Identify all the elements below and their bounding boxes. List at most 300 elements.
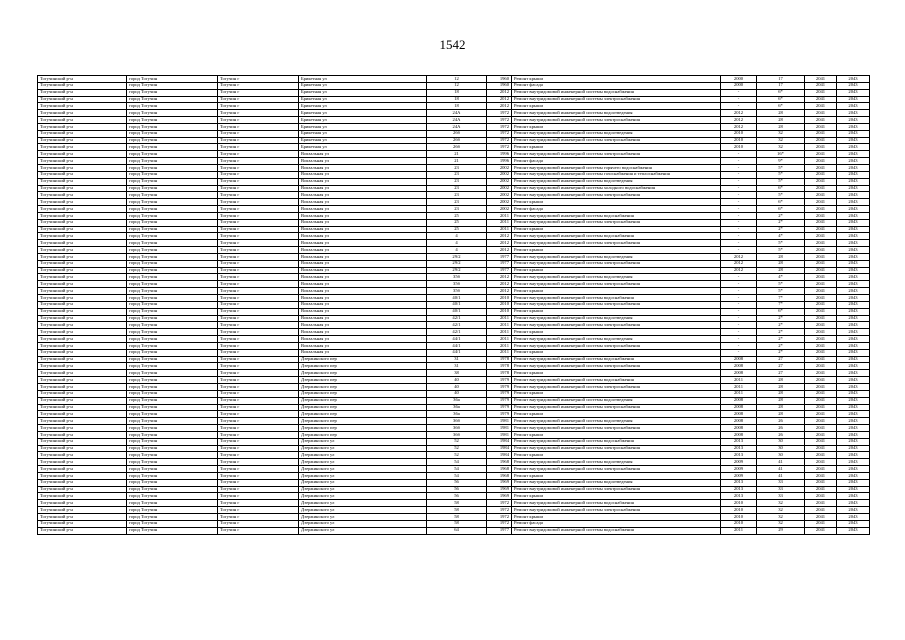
- cell-year-built: 1972: [487, 117, 512, 124]
- cell-period-from: 2041: [805, 500, 837, 507]
- cell-settlement-type: город Тогучин: [127, 342, 218, 349]
- cell-settlement: Тогучин г: [218, 137, 299, 144]
- cell-planned-from: 2008: [721, 356, 757, 363]
- cell-work-type: Ремонт фасада: [512, 520, 721, 527]
- cell-work-type: Ремонт внутридомовой инженерной системы водоснабжения: [512, 89, 721, 96]
- cell-settlement: Тогучин г: [218, 253, 299, 260]
- cell-number: 2*: [757, 322, 805, 329]
- cell-settlement-type: город Тогучин: [127, 459, 218, 466]
- cell-settlement-type: город Тогучин: [127, 431, 218, 438]
- cell-settlement: Тогучин г: [218, 247, 299, 254]
- cell-number: 4*: [757, 233, 805, 240]
- cell-settlement: Тогучин г: [218, 472, 299, 479]
- cell-street: Вокзальная ул: [299, 274, 427, 281]
- cell-period-from: 2041: [805, 308, 837, 315]
- cell-period-from: 2041: [805, 185, 837, 192]
- cell-street: Брикетная ул: [299, 96, 427, 103]
- table-row: [38, 185, 870, 192]
- cell-district: Тогучинский р-н: [38, 493, 127, 500]
- cell-period-to: 2043: [837, 527, 870, 534]
- cell-period-to: 2043: [837, 164, 870, 171]
- cell-street: Брикетная ул: [299, 137, 427, 144]
- cell-work-type: Ремонт внутридомовой инженерной системы водоснабжения: [512, 295, 721, 302]
- cell-period-to: 2043: [837, 192, 870, 199]
- cell-district: Тогучинский р-н: [38, 322, 127, 329]
- cell-period-to: 2043: [837, 89, 870, 96]
- cell-period-to: 2043: [837, 240, 870, 247]
- cell-district: Тогучинский р-н: [38, 274, 127, 281]
- cell-period-to: 2043: [837, 322, 870, 329]
- cell-number: 28: [757, 123, 805, 130]
- cell-period-from: 2041: [805, 301, 837, 308]
- cell-planned-from: 2008: [721, 363, 757, 370]
- cell-street: Дзержинского ул: [299, 486, 427, 493]
- cell-year-built: 2012: [487, 281, 512, 288]
- cell-district: Тогучинский р-н: [38, 329, 127, 336]
- cell-district: Тогучинский р-н: [38, 171, 127, 178]
- cell-period-from: 2041: [805, 117, 837, 124]
- table-row: [38, 199, 870, 206]
- cell-planned-from: -: [721, 274, 757, 281]
- cell-work-type: Ремонт крыши: [512, 329, 721, 336]
- table-row: [38, 493, 870, 500]
- cell-period-from: 2041: [805, 356, 837, 363]
- cell-year-built: 1984: [487, 445, 512, 452]
- table-row: [38, 431, 870, 438]
- cell-work-type: Ремонт крыши: [512, 370, 721, 377]
- cell-planned-from: -: [721, 301, 757, 308]
- cell-work-type: Ремонт внутридомовой инженерной системы электроснабжения: [512, 486, 721, 493]
- cell-street: Вокзальная ул: [299, 206, 427, 213]
- table-row: [38, 137, 870, 144]
- cell-year-built: 1960: [487, 82, 512, 89]
- cell-house: 42/1: [427, 329, 487, 336]
- cell-street: Брикетная ул: [299, 89, 427, 96]
- table-row: [38, 459, 870, 466]
- cell-year-built: 2002: [487, 199, 512, 206]
- cell-period-from: 2041: [805, 472, 837, 479]
- cell-number: 5*: [757, 164, 805, 171]
- cell-planned-from: -: [721, 199, 757, 206]
- cell-number: 28: [757, 110, 805, 117]
- cell-work-type: Ремонт крыши: [512, 288, 721, 295]
- cell-number: 26: [757, 418, 805, 425]
- cell-district: Тогучинский р-н: [38, 459, 127, 466]
- cell-number: 6*: [757, 206, 805, 213]
- table-row: [38, 76, 870, 83]
- cell-house: 29/2: [427, 260, 487, 267]
- table-row: [38, 89, 870, 96]
- cell-planned-from: 2011: [721, 527, 757, 534]
- cell-house: 31: [427, 356, 487, 363]
- cell-house: 24А: [427, 110, 487, 117]
- cell-planned-from: 2013: [721, 486, 757, 493]
- cell-house: 38: [427, 370, 487, 377]
- cell-work-type: Ремонт внутридомовой инженерной системы электроснабжения: [512, 404, 721, 411]
- cell-period-from: 2041: [805, 233, 837, 240]
- cell-number: 30: [757, 438, 805, 445]
- table-row: [38, 301, 870, 308]
- cell-period-from: 2041: [805, 212, 837, 219]
- cell-settlement: Тогучин г: [218, 226, 299, 233]
- cell-work-type: Ремонт внутридомовой инженерной системы электроснабжения: [512, 281, 721, 288]
- cell-period-from: 2041: [805, 459, 837, 466]
- cell-settlement-type: город Тогучин: [127, 82, 218, 89]
- cell-settlement: Тогучин г: [218, 301, 299, 308]
- cell-number: 27: [757, 363, 805, 370]
- cell-year-built: 2002: [487, 164, 512, 171]
- table-row: [38, 288, 870, 295]
- cell-house: 64: [427, 527, 487, 534]
- cell-house: 56: [427, 479, 487, 486]
- cell-year-built: 2010: [487, 308, 512, 315]
- cell-planned-from: -: [721, 178, 757, 185]
- cell-house: 40: [427, 390, 487, 397]
- cell-work-type: Ремонт крыши: [512, 123, 721, 130]
- cell-settlement-type: город Тогучин: [127, 349, 218, 356]
- cell-house: 54: [427, 459, 487, 466]
- cell-district: Тогучинский р-н: [38, 103, 127, 110]
- cell-work-type: Ремонт внутридомовой инженерной системы водоснабжения: [512, 527, 721, 534]
- cell-number: 30: [757, 445, 805, 452]
- cell-work-type: Ремонт внутридомовой инженерной системы водоснабжения: [512, 500, 721, 507]
- cell-district: Тогучинский р-н: [38, 431, 127, 438]
- cell-settlement: Тогучин г: [218, 479, 299, 486]
- cell-settlement: Тогучин г: [218, 192, 299, 199]
- cell-planned-from: -: [721, 295, 757, 302]
- cell-planned-from: 2012: [721, 260, 757, 267]
- cell-year-built: 1979: [487, 377, 512, 384]
- cell-number: 5*: [757, 240, 805, 247]
- cell-settlement: Тогучин г: [218, 520, 299, 527]
- cell-period-to: 2043: [837, 507, 870, 514]
- cell-work-type: Ремонт крыши: [512, 411, 721, 418]
- cell-number: 28: [757, 390, 805, 397]
- cell-street: Вокзальная ул: [299, 185, 427, 192]
- table-row: [38, 425, 870, 432]
- cell-street: Дзержинского пер: [299, 377, 427, 384]
- cell-settlement-type: город Тогучин: [127, 144, 218, 151]
- cell-year-built: 1979: [487, 397, 512, 404]
- cell-planned-from: -: [721, 212, 757, 219]
- cell-number: 27: [757, 356, 805, 363]
- cell-street: Дзержинского ул: [299, 520, 427, 527]
- cell-work-type: Ремонт фасада: [512, 206, 721, 213]
- cell-house: 21: [427, 158, 487, 165]
- cell-house: 25: [427, 219, 487, 226]
- cell-district: Тогучинский р-н: [38, 288, 127, 295]
- cell-house: 29/2: [427, 267, 487, 274]
- cell-period-from: 2041: [805, 315, 837, 322]
- cell-work-type: Ремонт внутридомовой инженерной системы электроснабжения: [512, 445, 721, 452]
- cell-settlement: Тогучин г: [218, 418, 299, 425]
- cell-settlement-type: город Тогучин: [127, 164, 218, 171]
- cell-district: Тогучинский р-н: [38, 315, 127, 322]
- cell-district: Тогучинский р-н: [38, 82, 127, 89]
- cell-planned-from: 2011: [721, 383, 757, 390]
- cell-settlement-type: город Тогучин: [127, 151, 218, 158]
- cell-period-from: 2041: [805, 479, 837, 486]
- cell-number: 7*: [757, 295, 805, 302]
- cell-settlement-type: город Тогучин: [127, 514, 218, 521]
- cell-house: 18: [427, 96, 487, 103]
- cell-year-built: 1984: [487, 438, 512, 445]
- cell-period-to: 2043: [837, 144, 870, 151]
- cell-planned-from: 2013: [721, 479, 757, 486]
- cell-work-type: Ремонт внутридомовой инженерной системы водоотведения: [512, 130, 721, 137]
- cell-settlement-type: город Тогучин: [127, 390, 218, 397]
- cell-settlement-type: город Тогучин: [127, 267, 218, 274]
- cell-planned-from: -: [721, 226, 757, 233]
- cell-period-to: 2043: [837, 158, 870, 165]
- cell-year-built: 1968: [487, 459, 512, 466]
- cell-planned-from: 2011: [721, 377, 757, 384]
- cell-house: 58: [427, 507, 487, 514]
- cell-district: Тогучинский р-н: [38, 247, 127, 254]
- page-number: 1542: [439, 37, 466, 52]
- cell-period-to: 2043: [837, 466, 870, 473]
- cell-period-from: 2041: [805, 349, 837, 356]
- cell-district: Тогучинский р-н: [38, 308, 127, 315]
- cell-period-from: 2041: [805, 226, 837, 233]
- cell-planned-from: 2013: [721, 438, 757, 445]
- cell-planned-from: -: [721, 288, 757, 295]
- cell-year-built: 1972: [487, 130, 512, 137]
- cell-number: 5*: [757, 288, 805, 295]
- cell-settlement-type: город Тогучин: [127, 76, 218, 83]
- cell-planned-from: -: [721, 233, 757, 240]
- cell-district: Тогучинский р-н: [38, 500, 127, 507]
- table-row: [38, 171, 870, 178]
- cell-work-type: Ремонт внутридомовой инженерной системы электроснабжения: [512, 342, 721, 349]
- cell-street: Вокзальная ул: [299, 288, 427, 295]
- cell-district: Тогучинский р-н: [38, 397, 127, 404]
- cell-year-built: 2011: [487, 226, 512, 233]
- cell-street: Вокзальная ул: [299, 226, 427, 233]
- cell-settlement-type: город Тогучин: [127, 192, 218, 199]
- cell-settlement: Тогучин г: [218, 459, 299, 466]
- cell-district: Тогучинский р-н: [38, 117, 127, 124]
- cell-period-from: 2041: [805, 253, 837, 260]
- cell-period-to: 2043: [837, 76, 870, 83]
- cell-settlement-type: город Тогучин: [127, 329, 218, 336]
- cell-district: Тогучинский р-н: [38, 89, 127, 96]
- cell-district: Тогучинский р-н: [38, 301, 127, 308]
- cell-period-from: 2041: [805, 274, 837, 281]
- cell-street: Дзержинского ул: [299, 445, 427, 452]
- cell-house: 36а: [427, 404, 487, 411]
- cell-planned-from: -: [721, 349, 757, 356]
- cell-planned-from: -: [721, 219, 757, 226]
- cell-period-from: 2041: [805, 281, 837, 288]
- cell-planned-from: 2000: [721, 82, 757, 89]
- table-row: [38, 247, 870, 254]
- cell-number: 2*: [757, 349, 805, 356]
- cell-work-type: Ремонт внутридомовой инженерной системы электроснабжения: [512, 240, 721, 247]
- cell-street: Дзержинского пер: [299, 418, 427, 425]
- cell-district: Тогучинский р-н: [38, 144, 127, 151]
- table-row: [38, 377, 870, 384]
- cell-period-from: 2041: [805, 247, 837, 254]
- cell-settlement-type: город Тогучин: [127, 377, 218, 384]
- cell-year-built: 2002: [487, 178, 512, 185]
- table-row: [38, 281, 870, 288]
- cell-settlement: Тогучин г: [218, 288, 299, 295]
- cell-planned-from: 2012: [721, 117, 757, 124]
- cell-house: 4: [427, 240, 487, 247]
- cell-year-built: 1977: [487, 260, 512, 267]
- cell-street: Вокзальная ул: [299, 171, 427, 178]
- cell-period-from: 2041: [805, 363, 837, 370]
- cell-year-built: 2011: [487, 322, 512, 329]
- cell-house: 31: [427, 363, 487, 370]
- cell-period-from: 2041: [805, 370, 837, 377]
- cell-settlement: Тогучин г: [218, 96, 299, 103]
- cell-street: Вокзальная ул: [299, 260, 427, 267]
- cell-year-built: 2012: [487, 288, 512, 295]
- cell-period-to: 2043: [837, 315, 870, 322]
- cell-settlement-type: город Тогучин: [127, 103, 218, 110]
- cell-number: 28: [757, 377, 805, 384]
- table-body: [38, 76, 870, 535]
- cell-settlement: Тогучин г: [218, 370, 299, 377]
- cell-period-to: 2043: [837, 383, 870, 390]
- table-row: [38, 226, 870, 233]
- cell-number: 5*: [757, 281, 805, 288]
- cell-number: 2*: [757, 329, 805, 336]
- cell-planned-from: 2008: [721, 431, 757, 438]
- cell-settlement: Тогучин г: [218, 404, 299, 411]
- table-row: [38, 500, 870, 507]
- cell-number: 2*: [757, 342, 805, 349]
- cell-work-type: Ремонт внутридомовой инженерной системы электроснабжения: [512, 301, 721, 308]
- cell-work-type: Ремонт крыши: [512, 472, 721, 479]
- cell-street: Дзержинского ул: [299, 507, 427, 514]
- cell-house: 56: [427, 486, 487, 493]
- cell-period-from: 2041: [805, 377, 837, 384]
- cell-planned-from: 2012: [721, 110, 757, 117]
- cell-period-to: 2043: [837, 110, 870, 117]
- cell-year-built: 1979: [487, 404, 512, 411]
- cell-street: Дзержинского пер: [299, 397, 427, 404]
- cell-period-to: 2043: [837, 390, 870, 397]
- cell-settlement-type: город Тогучин: [127, 370, 218, 377]
- cell-planned-from: -: [721, 308, 757, 315]
- cell-number: 9*: [757, 158, 805, 165]
- cell-settlement-type: город Тогучин: [127, 247, 218, 254]
- cell-year-built: 1981: [487, 418, 512, 425]
- cell-year-built: 2011: [487, 219, 512, 226]
- cell-period-to: 2043: [837, 308, 870, 315]
- cell-district: Тогучинский р-н: [38, 363, 127, 370]
- cell-year-built: 2011: [487, 342, 512, 349]
- cell-period-to: 2043: [837, 137, 870, 144]
- cell-settlement: Тогучин г: [218, 267, 299, 274]
- cell-work-type: Ремонт крыши: [512, 199, 721, 206]
- cell-year-built: 1996: [487, 158, 512, 165]
- cell-settlement: Тогучин г: [218, 76, 299, 83]
- cell-settlement: Тогучин г: [218, 452, 299, 459]
- cell-number: 6*: [757, 308, 805, 315]
- table-row: [38, 82, 870, 89]
- cell-settlement-type: город Тогучин: [127, 486, 218, 493]
- cell-settlement-type: город Тогучин: [127, 308, 218, 315]
- table-row: [38, 103, 870, 110]
- cell-period-to: 2043: [837, 185, 870, 192]
- cell-period-to: 2043: [837, 370, 870, 377]
- cell-street: Вокзальная ул: [299, 267, 427, 274]
- cell-number: 41: [757, 459, 805, 466]
- cell-street: Вокзальная ул: [299, 233, 427, 240]
- cell-period-from: 2041: [805, 288, 837, 295]
- cell-work-type: Ремонт внутридомовой инженерной системы водоотведения: [512, 253, 721, 260]
- cell-year-built: 2012: [487, 89, 512, 96]
- cell-period-from: 2041: [805, 452, 837, 459]
- cell-settlement: Тогучин г: [218, 103, 299, 110]
- cell-number: 26: [757, 425, 805, 432]
- table-row: [38, 349, 870, 356]
- cell-work-type: Ремонт крыши: [512, 226, 721, 233]
- cell-settlement: Тогучин г: [218, 110, 299, 117]
- table-row: [38, 192, 870, 199]
- cell-district: Тогучинский р-н: [38, 130, 127, 137]
- cell-number: 7*: [757, 301, 805, 308]
- cell-period-to: 2043: [837, 329, 870, 336]
- cell-street: Дзержинского пер: [299, 404, 427, 411]
- cell-period-to: 2043: [837, 438, 870, 445]
- cell-district: Тогучинский р-н: [38, 219, 127, 226]
- cell-year-built: 2012: [487, 247, 512, 254]
- cell-work-type: Ремонт внутридомовой инженерной системы электроснабжения: [512, 383, 721, 390]
- cell-period-from: 2041: [805, 514, 837, 521]
- cell-house: 23: [427, 199, 487, 206]
- cell-planned-from: -: [721, 96, 757, 103]
- cell-period-to: 2043: [837, 431, 870, 438]
- cell-settlement-type: город Тогучин: [127, 301, 218, 308]
- cell-year-built: 1978: [487, 363, 512, 370]
- cell-street: Вокзальная ул: [299, 240, 427, 247]
- cell-work-type: Ремонт крыши: [512, 493, 721, 500]
- cell-settlement-type: город Тогучин: [127, 397, 218, 404]
- cell-settlement: Тогучин г: [218, 130, 299, 137]
- cell-year-built: 1981: [487, 425, 512, 432]
- cell-district: Тогучинский р-н: [38, 260, 127, 267]
- table-row: [38, 158, 870, 165]
- cell-street: Вокзальная ул: [299, 301, 427, 308]
- cell-period-from: 2041: [805, 199, 837, 206]
- cell-street: Дзержинского пер: [299, 356, 427, 363]
- cell-street: Вокзальная ул: [299, 164, 427, 171]
- cell-work-type: Ремонт внутридомовой инженерной системы водоотведения: [512, 418, 721, 425]
- cell-street: Вокзальная ул: [299, 295, 427, 302]
- cell-number: 33: [757, 479, 805, 486]
- cell-district: Тогучинский р-н: [38, 425, 127, 432]
- table-row: [38, 336, 870, 343]
- cell-period-to: 2043: [837, 151, 870, 158]
- cell-settlement: Тогучин г: [218, 212, 299, 219]
- cell-settlement: Тогучин г: [218, 431, 299, 438]
- cell-period-to: 2043: [837, 486, 870, 493]
- cell-period-from: 2041: [805, 404, 837, 411]
- cell-work-type: Ремонт внутридомовой инженерной системы водоотведения: [512, 336, 721, 343]
- cell-number: 28: [757, 383, 805, 390]
- cell-period-from: 2041: [805, 171, 837, 178]
- cell-settlement-type: город Тогучин: [127, 295, 218, 302]
- cell-period-from: 2041: [805, 418, 837, 425]
- cell-street: Вокзальная ул: [299, 247, 427, 254]
- cell-period-from: 2041: [805, 260, 837, 267]
- cell-number: 29: [757, 527, 805, 534]
